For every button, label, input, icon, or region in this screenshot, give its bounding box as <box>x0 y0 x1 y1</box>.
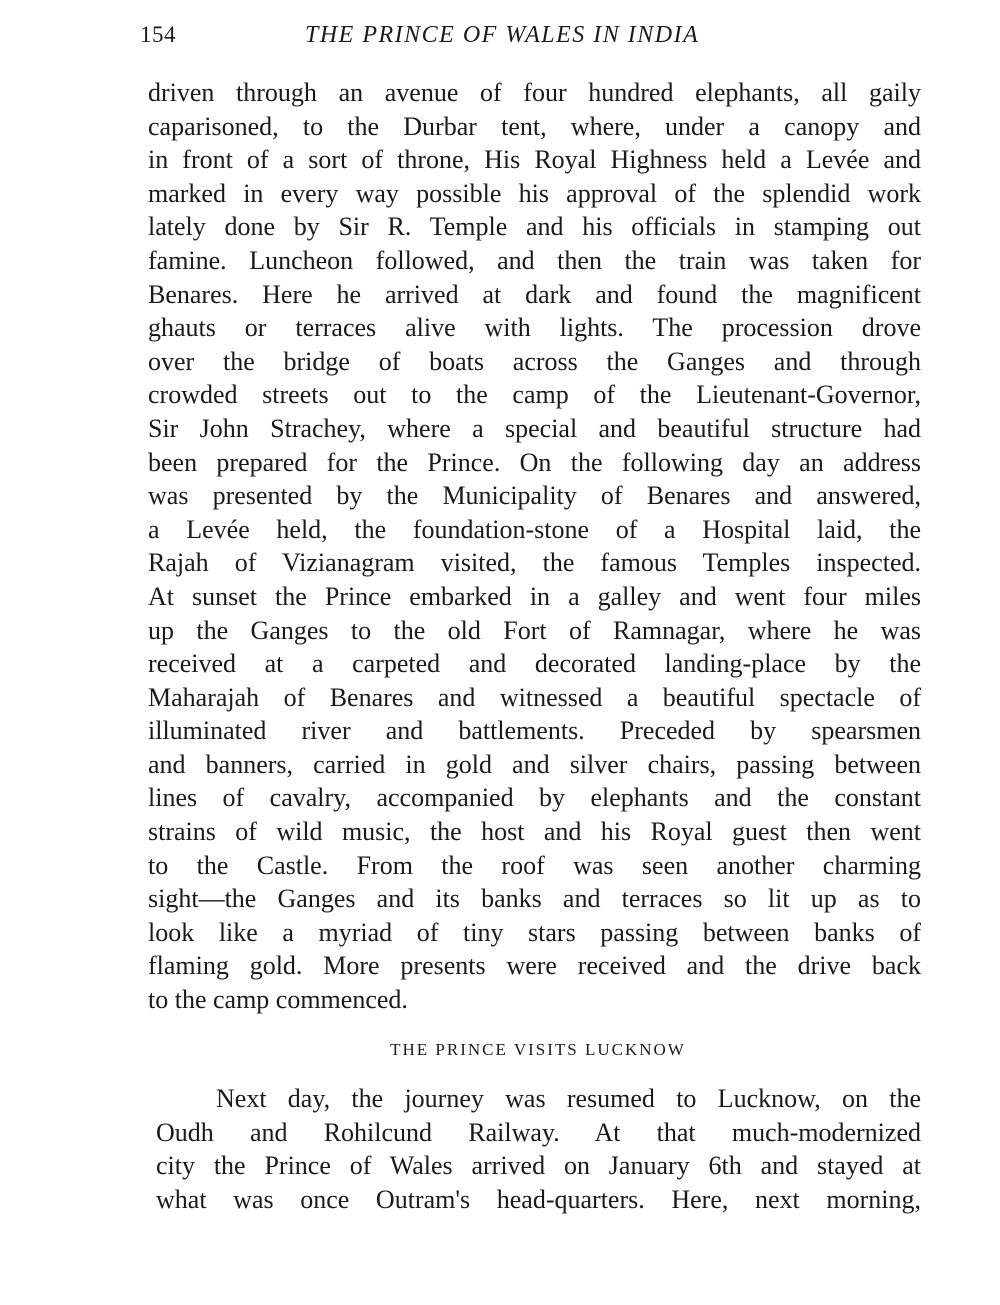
text-line: up the Ganges to the old Fort of Ramnagar, where he was <box>148 615 921 645</box>
text-line: lately done by Sir R. Temple and his officials in stamping out <box>148 212 921 242</box>
text-line: over the bridge of boats across the Ganges and through <box>148 346 921 376</box>
text-line: and banners, carried in gold and silver chairs, passing between <box>148 749 921 779</box>
text-line: to the Castle. From the roof was seen another charming <box>148 850 921 880</box>
text-line: crowded streets out to the camp of the Lieutenant-Governor, <box>148 380 921 410</box>
text-line: driven through an avenue of four hundred elephants, all gaily <box>148 78 921 107</box>
page-number: 154 <box>140 22 176 47</box>
text-line: famine. Luncheon followed, and then the train was taken for <box>148 245 921 275</box>
text-line: Next day, the journey was resumed to Lucknow, on the <box>216 1084 921 1113</box>
text-line: what was once Outram's head-quarters. Here, next morning, <box>156 1184 921 1214</box>
text-line: city the Prince of Wales arrived on January 6th and stayed at <box>156 1151 921 1181</box>
text-line: been prepared for the Prince. On the following day an address <box>148 447 921 477</box>
text-line: ghauts or terraces alive with lights. The procession drove <box>148 313 921 343</box>
text-line: At sunset the Prince embarked in a galley and went four miles <box>148 581 921 611</box>
text-line: look like a myriad of tiny stars passing between banks of <box>148 917 921 947</box>
text-line: Maharajah of Benares and witnessed a beautiful spectacle of <box>148 682 921 712</box>
text-line: received at a carpeted and decorated landing-place by the <box>148 649 921 679</box>
section-heading: THE PRINCE VISITS LUCKNOW <box>390 1040 686 1059</box>
paragraph-2 <box>156 1082 921 1216</box>
text-line: in front of a sort of throne, His Royal Highness held a Levée and <box>148 145 921 175</box>
running-head <box>140 22 930 56</box>
text-line: flaming gold. More presents were received and the drive back <box>148 951 921 981</box>
text-line: lines of cavalry, accompanied by elephants and the constant <box>148 783 921 813</box>
text-line: strains of wild music, the host and his Royal guest then went <box>148 817 921 847</box>
text-line: Sir John Strachey, where a special and beautiful structure had <box>148 413 921 443</box>
text-line: a Levée held, the foundation-stone of a Hospital laid, the <box>148 514 921 544</box>
text-line: Oudh and Rohilcund Railway. At that much-modernized <box>156 1117 921 1147</box>
text-line: to the camp commenced. <box>148 985 408 1015</box>
text-line: illuminated river and battlements. Preceded by spearsmen <box>148 716 921 746</box>
text-line: Rajah of Vizianagram visited, the famous Temples inspected. <box>148 548 921 578</box>
text-line: sight—the Ganges and its banks and terraces so lit up as to <box>148 884 921 914</box>
text-line: was presented by the Municipality of Benares and answered, <box>148 481 921 511</box>
paragraph-1 <box>148 76 921 1017</box>
text-line: caparisoned, to the Durbar tent, where, under a canopy and <box>148 111 921 141</box>
text-line: Benares. Here he arrived at dark and found the magnificent <box>148 279 921 309</box>
text-line: marked in every way possible his approval of the splendid work <box>148 178 921 208</box>
running-title: THE PRINCE OF WALES IN INDIA <box>305 22 700 48</box>
